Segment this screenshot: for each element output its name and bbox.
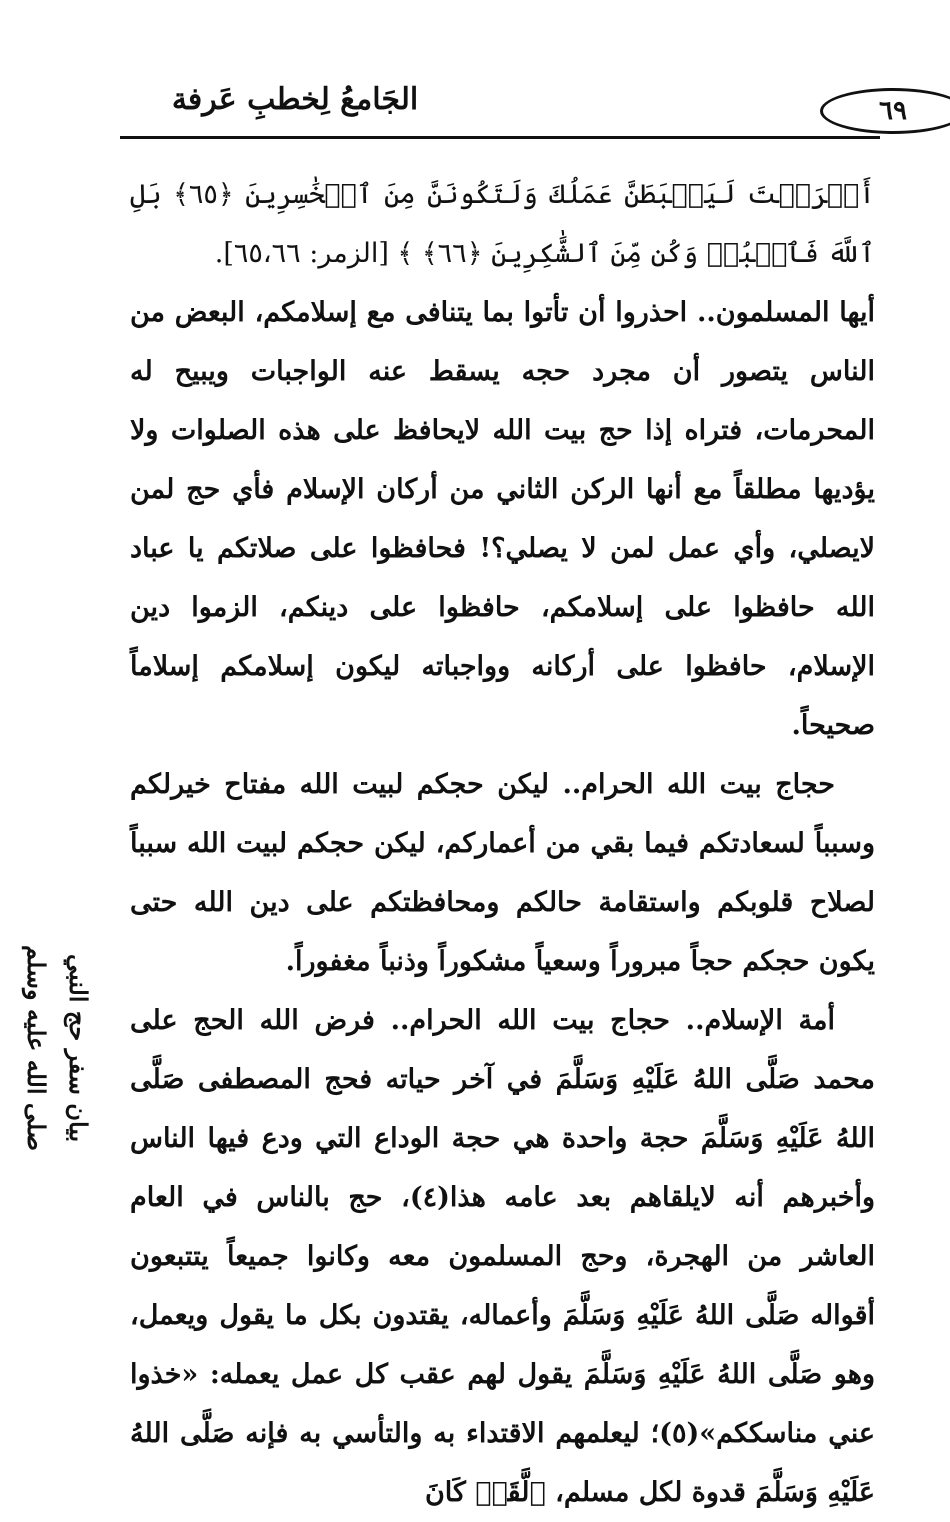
paragraph-2: حجاج بيت الله الحرام.. ليكن حجكم لبيت الله مفتاح خيرلكم وسبباً لسعادتكم فيما بقي من أعماركم، ليكن حجكم لبيت الله سبباً لصلاح قلوبكم واستقامة حالكم ومحافظتكم على دين الله حتى يكون حجكم حجاً مبروراً وسعياً مشكوراً وذنباً مغفوراً. <box>130 769 875 977</box>
paragraph-1: أيها المسلمون.. احذروا أن تأتوا بما يتنافى مع إسلامكم، البعض من الناس يتصور أن مجرد حجه يسقط عنه الواجبات ويبيح له المحرمات، فتراه إذا حج بيت الله لايحافظ على هذه الصلوات ولا يؤديها مطلقاً مع أنها الركن الثاني من أركان الإسلام فأي حج لمن لايصلي، وأي عمل لمن لا يصلي؟! فحافظوا على صلاتكم يا عباد الله حافظوا على إسلامكم، حافظوا على دينكم، الزموا دين الإسلام، حافظوا على أركانه وواجباته ليكون إسلامكم إسلاماً صحيحاً. <box>130 297 875 741</box>
margin-note-line-1: بيان سفر حج النبي <box>64 953 93 1143</box>
page-number: ٦٩ <box>820 88 950 134</box>
margin-note <box>6 868 116 1228</box>
margin-note-line-2: صلى الله عليه وسلم <box>22 944 51 1152</box>
quran-verse: أَشۡرَكۡتَ لَيَحۡبَطَنَّ عَمَلُكَ وَلَتَكُونَنَّ مِنَ ٱلۡخَٰسِرِينَ ﴿٦٥﴾ بَلِ ٱللَّهَ فَٱعۡبُدۡ وَكُن مِّنَ ٱلشَّٰكِرِينَ ﴿٦٦﴾ ﴾ [الزمر: ٦٥،٦٦]. <box>130 179 875 269</box>
header-rule <box>120 136 880 139</box>
book-title: الجَامعُ لِخطبِ عَرفة <box>171 82 419 117</box>
paragraph-3: أمة الإسلام.. حجاج بيت الله الحرام.. فرض الله الحج على محمد صَلَّى اللهُ عَلَيْهِ وَسَلَّمَ في آخر حياته فحج المصطفى صَلَّى اللهُ عَلَيْهِ وَسَلَّمَ حجة واحدة هي حجة الوداع التي ودع فيها الناس وأخبرهم أنه لايلقاهم بعد عامه هذا(٤)، حج بالناس في العام العاشر من الهجرة، وحج المسلمون معه وكانوا جميعاً يتتبعون أقواله صَلَّى اللهُ عَلَيْهِ وَسَلَّمَ وأعماله، يقتدون بكل ما يقول ويعمل، وهو صَلَّى اللهُ عَلَيْهِ وَسَلَّمَ يقول لهم عقب كل عمل يعمله: «خذوا عني مناسككم»(٥)؛ ليعلمهم الاقتداء به والتأسي به فإنه صَلَّى اللهُ عَلَيْهِ وَسَلَّمَ قدوة لكل مسلم، ﴿لَّقَدۡ كَانَ <box>130 1005 875 1508</box>
page-header <box>120 78 907 138</box>
body-text <box>130 165 875 1522</box>
